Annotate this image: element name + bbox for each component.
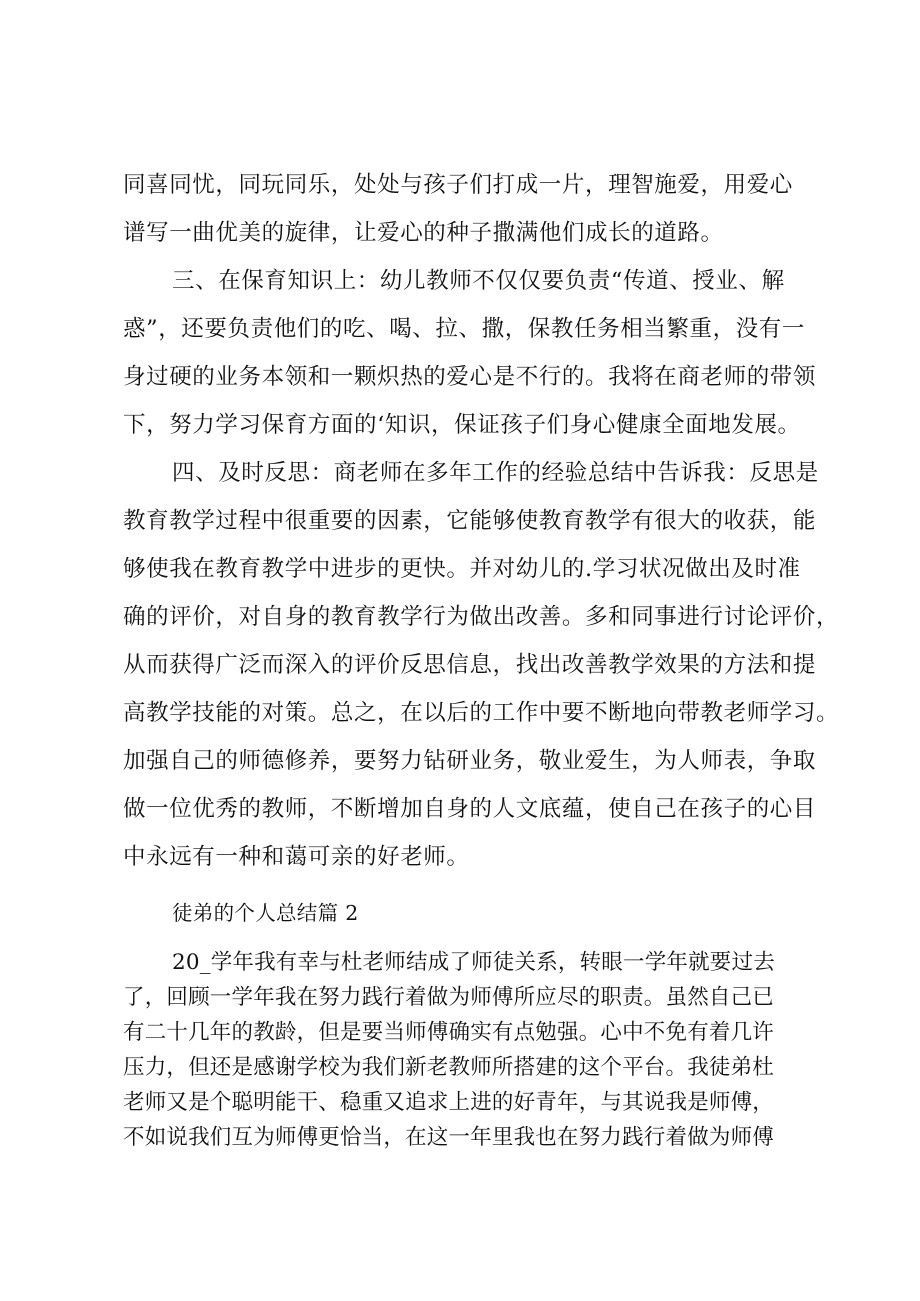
paragraph-line: 教育教学过程中很重要的因素，它能够使教育教学有很大的收获，能 [123, 508, 817, 534]
paragraph-line: 有二十几年的教龄，但是要当师傅确实有点勉强。心中不免有着几许 [123, 1020, 775, 1045]
paragraph-line: 了，回顾一学年我在努力践行着做为师傅所应尽的职责。虽然自己已 [123, 985, 775, 1010]
paragraph-line: 做一位优秀的教师，不断增加自身的人文底蕴，使自己在孩子的心目 [123, 796, 817, 822]
paragraph-line: 同喜同忧，同玩同乐，处处与孩子们打成一片，理智施爱，用爱心 [123, 172, 793, 198]
paragraph-line: 不如说我们互为师傅更恰当，在这一年里我也在努力践行着做为师傅 [123, 1125, 775, 1150]
paragraph-line: 加强自己的师德修养，要努力钻研业务，敬业爱生，为人师表，争取 [123, 748, 817, 774]
paragraph-line: 确的评价，对自身的教育教学行为做出改善。多和同事进行讨论评价， [123, 604, 840, 630]
paragraph-line: 谱写一曲优美的旋律，让爱心的种子撒满他们成长的道路。 [123, 220, 724, 246]
paragraph-line: 中永远有一种和蔼可亲的好老师。 [123, 844, 470, 870]
paragraph-line: 三、在保育知识上：幼儿教师不仅仅要负责“传道、授业、解 [172, 268, 785, 294]
section-heading: 徒弟的个人总结篇 2 [172, 901, 359, 925]
paragraph-line: 20_学年我有幸与杜老师结成了师徒关系，转眼一学年就要过去 [172, 950, 775, 975]
paragraph-line: 压力，但还是感谢学校为我们新老教师所搭建的这个平台。我徒弟杜 [123, 1055, 775, 1080]
paragraph-line: 下，努力学习保育方面的‘知识，保证孩子们身心健康全面地发展。 [123, 412, 801, 438]
paragraph-line: 惑”，还要负责他们的吃、喝、拉、撒，保教任务相当繁重，没有一 [123, 316, 806, 342]
paragraph-line: 老师又是个聪明能干、稳重又追求上进的好青年，与其说我是师傅， [123, 1090, 775, 1115]
paragraph-line: 够使我在教育教学中进步的更快。并对幼儿的.学习状况做出及时准 [123, 556, 801, 582]
paragraph-line: 四、及时反思：商老师在多年工作的经验总结中告诉我：反思是 [172, 460, 819, 486]
paragraph-line: 身过硬的业务本领和一颗炽热的爱心是不行的。我将在商老师的带领 [123, 364, 817, 390]
paragraph-line: 高教学技能的对策。总之，在以后的工作中要不断地向带教老师学习。 [123, 700, 840, 726]
paragraph-line: 从而获得广泛而深入的评价反思信息，找出改善教学效果的方法和提 [123, 652, 817, 678]
